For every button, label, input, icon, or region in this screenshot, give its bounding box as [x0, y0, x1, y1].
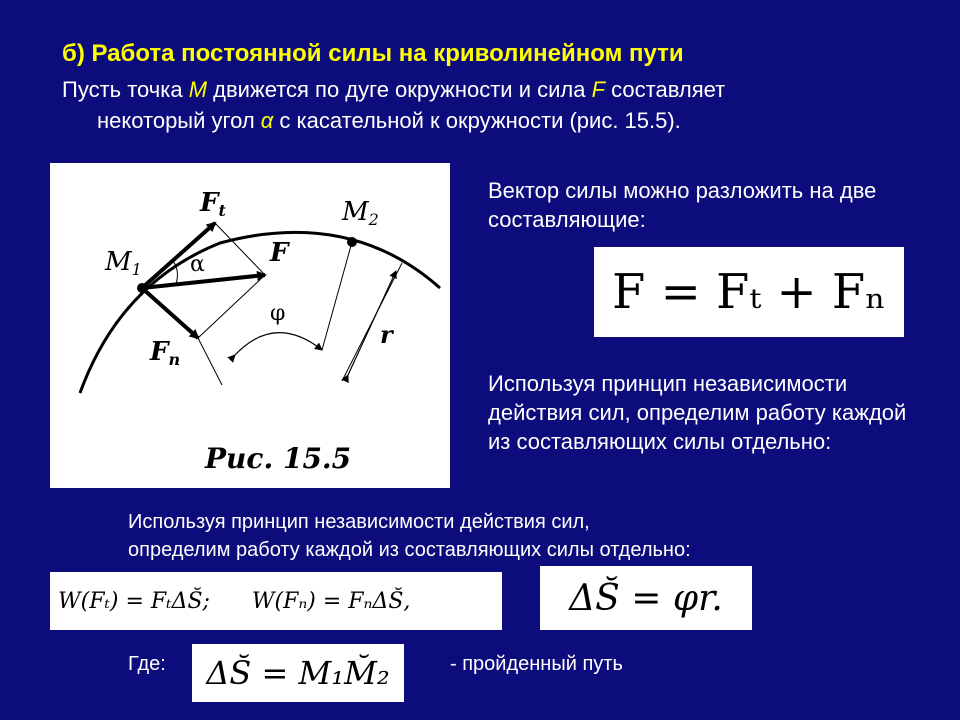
formula-work: W(Fₜ) = FₜΔS̆; W(Fₙ) = FₙΔS̆,	[58, 588, 411, 614]
slide-title: б) Работа постоянной силы на криволинейном пути	[62, 40, 684, 67]
figure-panel	[50, 163, 450, 488]
point-m-label: M	[188, 77, 208, 102]
radius-line-2	[322, 242, 352, 350]
label-m1: M1	[105, 247, 142, 279]
independence-principle-text: Используя принцип независимости действия сил, определим работу каждой из составляющих силы отдельно:	[488, 371, 907, 454]
alpha-label: α	[260, 108, 274, 133]
formula-arc-length: ΔS̆ = φr.	[569, 577, 723, 619]
vector-fn	[142, 288, 198, 338]
intro-line-1: Пусть точка M движется по дуге окружности и сила F составляет	[62, 77, 726, 102]
label-alpha: α	[190, 252, 205, 277]
label-phi: φ	[270, 301, 286, 326]
formula-decomposition: F = Fₜ + Fₙ	[612, 264, 886, 320]
intro-line-2: некоторый угол α с касательной к окружности (рис. 15.5).	[97, 108, 681, 133]
parallelogram-line-2	[198, 275, 265, 338]
formula-path: ΔS̆ = M₁M̆₂	[206, 654, 390, 692]
formula-arc-length-box	[540, 566, 752, 630]
phi-arc	[235, 333, 322, 355]
parallelogram-line-1	[215, 223, 265, 275]
formula-work-box	[50, 572, 502, 630]
label-r: r	[380, 320, 393, 349]
label-ft: Ft	[200, 188, 226, 220]
decomposition-text: Вектор силы можно разложить на две составляющие:	[488, 178, 877, 232]
force-f-label: F	[591, 77, 606, 102]
bottom-line-2: определим работу каждой из составляющих силы отдельно:	[128, 539, 691, 561]
where-label: Где:	[128, 653, 166, 675]
bottom-line-1: Используя принцип независимости действия сил,	[128, 511, 590, 533]
formula-decomposition-box	[594, 247, 904, 337]
figure-caption: Рис. 15.5	[205, 442, 352, 475]
label-fn: Fn	[150, 337, 181, 369]
bottom-paragraph	[128, 508, 691, 564]
figure-diagram	[50, 163, 450, 488]
intro-paragraph	[62, 74, 912, 136]
trajectory-arc	[80, 232, 440, 393]
radius-line-1	[198, 338, 222, 385]
formula-path-box	[192, 644, 404, 702]
label-f: F	[270, 238, 289, 268]
path-note: - пройденный путь	[450, 653, 623, 675]
label-m2: M2	[342, 197, 379, 229]
